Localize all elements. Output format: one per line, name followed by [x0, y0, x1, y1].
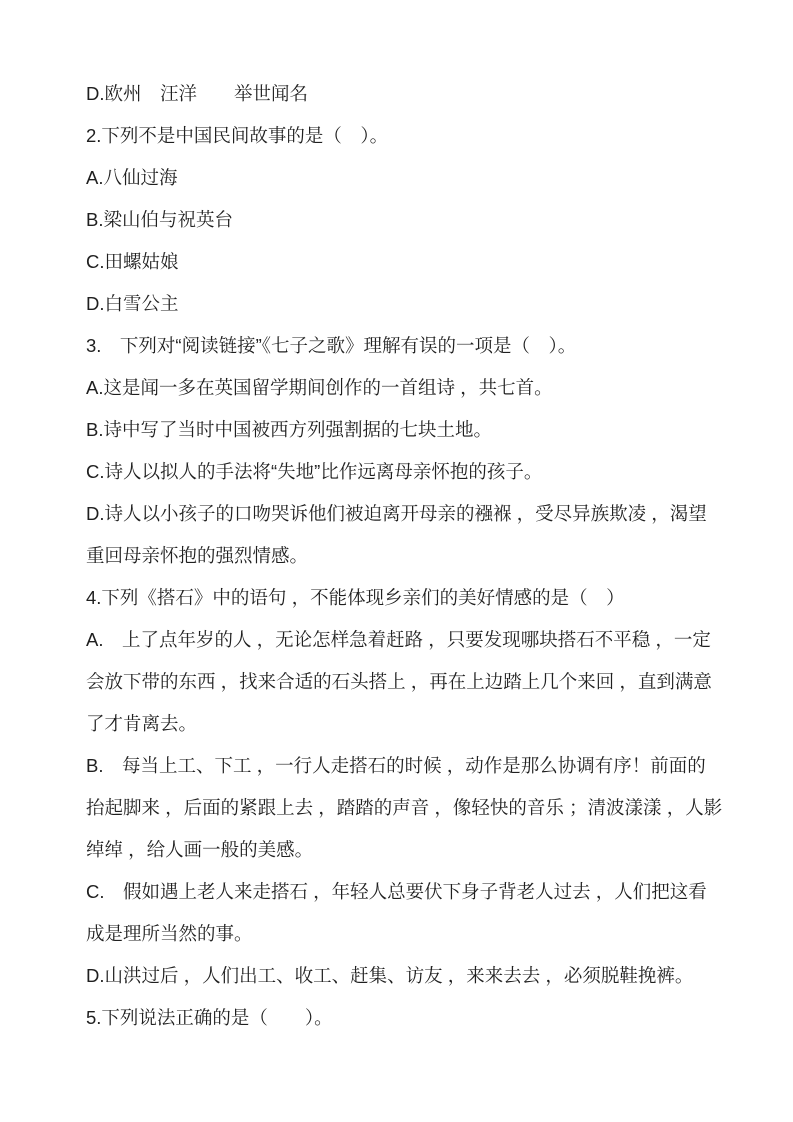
question-3-option-b: B.诗中写了当时中国被西方列强割据的七块土地。: [86, 419, 492, 440]
question-2-option-b: B.梁山伯与祝英台: [86, 209, 233, 230]
question-3-stem: 3. 下列对“阅读链接”《七子之歌》理解有误的一项是（ ）。: [86, 335, 577, 356]
question-3-option-d-line-2: 重回母亲怀抱的强烈情感。: [86, 545, 309, 566]
question-2-option-d: D.白雪公主: [86, 293, 179, 314]
question-4-option-c-line-2: 成是理所当然的事。: [86, 923, 253, 944]
question-4-option-b-line-2: 抬起脚来 ，后面的紧跟上去 ，踏踏的声音 ，像轻快的音乐 ；清波漾漾 ，人影: [86, 797, 723, 818]
question-4-option-a-line-2: 会放下带的东西 ，找来合适的石头搭上 ，再在上边踏上几个来回 ，直到满意: [86, 671, 712, 692]
question-3-option-d-line-1: D.诗人以小孩子的口吻哭诉他们被迫离开母亲的襁褓 ，受尽异族欺凌 ，渴望: [86, 503, 707, 524]
question-3-option-c: C.诗人以拟人的手法将“失地”比作远离母亲怀抱的孩子。: [86, 461, 543, 482]
question-2-stem: 2.下列不是中国民间故事的是（ ）。: [86, 125, 389, 146]
question-5-stem: 5.下列说法正确的是（ ）。: [86, 1007, 333, 1028]
question-4-option-b-line-1: B. 每当上工、下工 ，一行人走搭石的时候 ，动作是那么协调有序！前面的: [86, 755, 706, 776]
question-4-option-a-line-1: A. 上了点年岁的人 ，无论怎样急着赶路 ，只要发现哪块搭石不平稳 ，一定: [86, 629, 711, 650]
question-4-option-a-line-3: 了才肯离去。: [86, 713, 198, 734]
question-2-option-c: C.田螺姑娘: [86, 251, 179, 272]
question-1-option-d: D.欧州 汪洋 举世闻名: [86, 83, 309, 104]
question-4-option-b-line-3: 绰绰 ，给人画一般的美感。: [86, 839, 314, 860]
question-4-stem: 4.下列《搭石》中的语句 ，不能体现乡亲们的美好情感的是（ ）: [86, 587, 625, 608]
document-content: [86, 73, 756, 1039]
question-3-option-a: A.这是闻一多在英国留学期间创作的一首组诗 ，共七首。: [86, 377, 553, 398]
question-2-option-a: A.八仙过海: [86, 167, 178, 188]
question-4-option-d: D.山洪过后 ，人们出工、收工、赶集、访友 ，来来去去 ，必须脱鞋挽裤。: [86, 965, 694, 986]
question-4-option-c-line-1: C. 假如遇上老人来走搭石 ，年轻人总要伏下身子背老人过去 ，人们把这看: [86, 881, 707, 902]
